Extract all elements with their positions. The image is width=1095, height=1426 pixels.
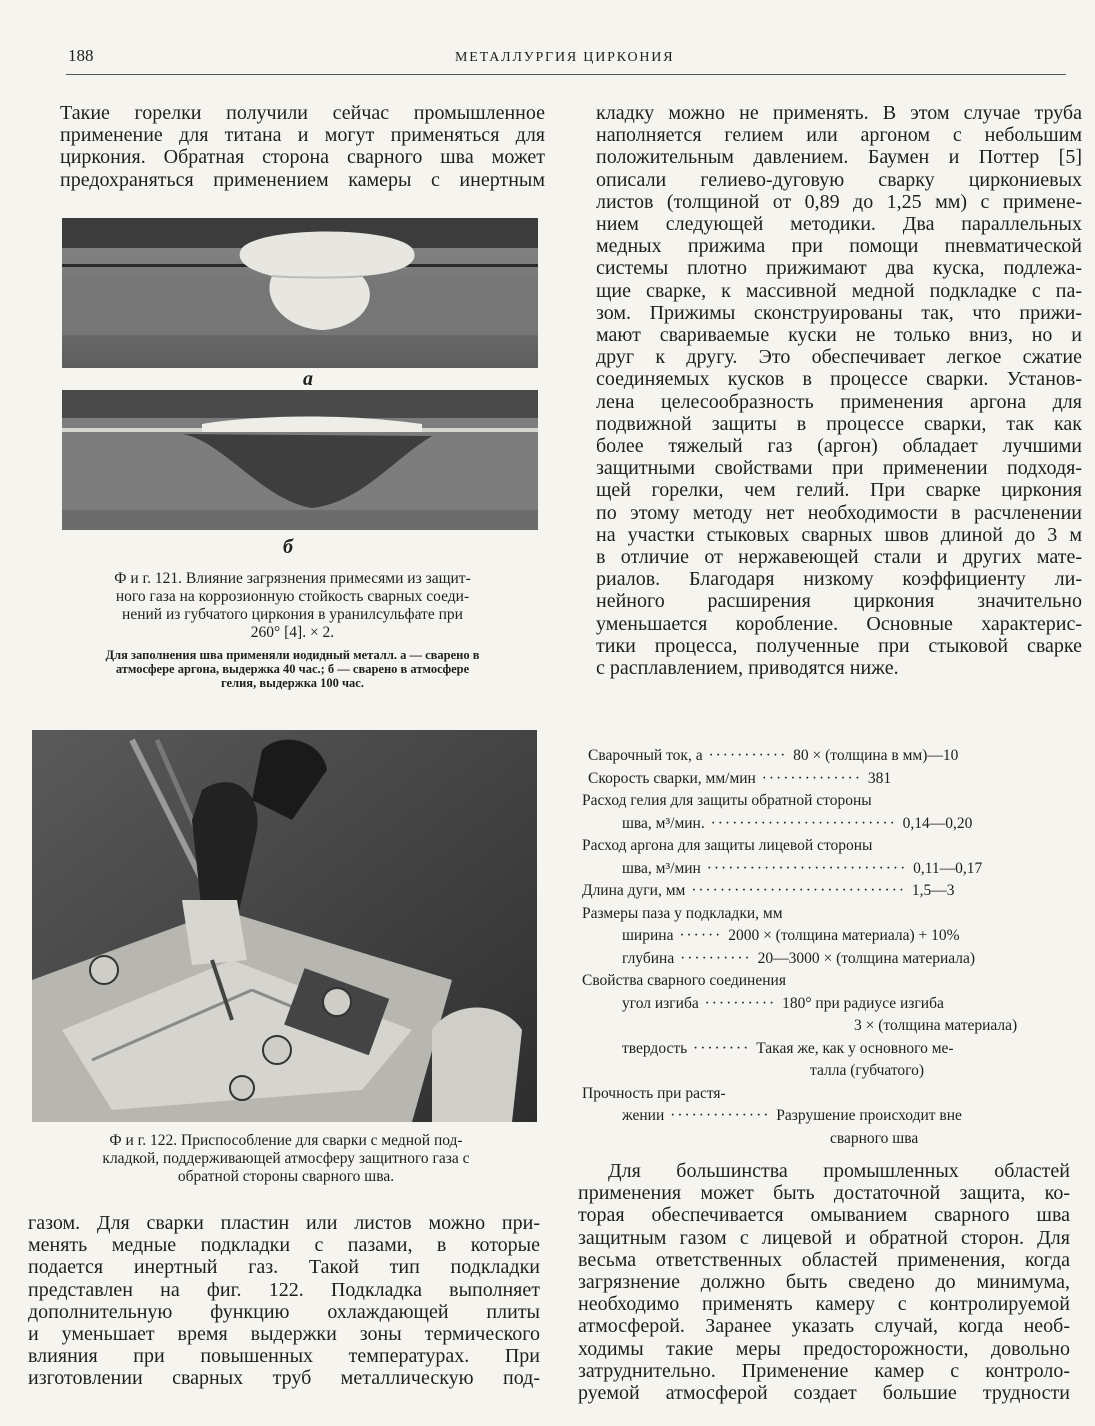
text-line: более тяжелый газ (аргон) обладает лучшими <box>596 435 1082 458</box>
text-line: листов (толщиной от 0,89 до 1,25 мм) с примене- <box>596 190 1082 213</box>
caption-line: Ф и г. 122. Приспособление для сварки с медной под- <box>109 1132 463 1149</box>
table-row: Длина дуги, мм ······························ 1,5—3 <box>582 882 955 899</box>
table-row: шва, м³/мин. ·························· 0,14—0,20 <box>622 814 973 832</box>
text-line: дополнительную функцию охлаждающей плиты <box>28 1300 540 1323</box>
text-line: наполняется гелием или аргоном с небольшим <box>596 124 1082 147</box>
text-line: с расплавлением, приводятся ниже. <box>596 657 899 680</box>
text-line: в отличие от нержавеющей стали и других мате- <box>596 546 1082 569</box>
table-row: Скорость сварки, мм/мин ·············· 381 <box>588 769 892 787</box>
text-line: ходимы такие меры предосторожности, довольно <box>578 1337 1070 1360</box>
table-row <box>582 1083 1074 1106</box>
table-row <box>582 1060 1074 1083</box>
table-row: твердость ········ Такая же, как у основного ме- <box>622 1039 954 1057</box>
text-line: положительным давлением. Баумен и Поттер [5] <box>596 146 1082 169</box>
table-row <box>582 1128 1074 1151</box>
param-value: 3 × (толщина материала) <box>854 1017 1018 1034</box>
table-row: глубина ·········· 20—3000 × (толщина материала) <box>622 949 976 967</box>
text-line: руемой атмосферой создает большие трудности <box>578 1382 1070 1405</box>
text-line: защитным газом с лицевой и обратной сторон. Для <box>578 1226 1070 1249</box>
table-row <box>582 1015 1074 1038</box>
figure-121-caption <box>40 570 545 642</box>
table-row: угол изгиба ·········· 180° при радиусе изгиба <box>622 994 944 1012</box>
text-line: торая обеспечивается омыванием сварного шва <box>578 1204 1070 1227</box>
param-label: Размеры паза у подкладки, мм <box>582 904 783 922</box>
text-line: медных прижима при помощи пневматической <box>596 235 1082 258</box>
page-number: 188 <box>68 46 94 65</box>
welding-fixture-image <box>32 730 537 1122</box>
text-line: необходимо применять камеру с контролируемой <box>578 1293 1070 1316</box>
running-title: МЕТАЛЛУРГИЯ ЦИРКОНИЯ <box>455 50 675 65</box>
text-line: на участки стыковых сварных швов длиной до 3 м <box>596 523 1082 546</box>
caption-line: ного газа на коррозионную стойкость сварных соеди- <box>115 588 470 605</box>
param-value: талла (губчатого) <box>810 1062 925 1079</box>
figure-122-photo <box>32 730 537 1122</box>
param-label: Прочность при растя- <box>582 1084 726 1102</box>
text-line: менять медные подкладки с пазами, в которые <box>28 1234 540 1257</box>
figure-121b-photo <box>62 390 538 530</box>
table-row <box>582 835 1074 858</box>
text-line: по этому методу нет необходимости в расчленении <box>596 501 1082 524</box>
param-label: Расход гелия для защиты обратной стороны <box>582 792 872 809</box>
param-value: Такая же, как у основного ме- <box>756 1039 954 1057</box>
text-line: щие сварке, к массивной медной подкладке с па- <box>596 279 1082 302</box>
param-label: жении <box>622 1107 665 1124</box>
caption-line: обратной стороны сварного шва. <box>177 1168 395 1185</box>
figure-121a-photo <box>62 218 538 368</box>
text-line: Такие горелки получили сейчас промышленное <box>60 102 545 124</box>
text-line: весьма ответственных областей применения, когда <box>578 1248 1070 1271</box>
table-row <box>582 790 1074 813</box>
param-value: сварного шва <box>830 1129 919 1147</box>
text-line: защитными свойствами при применении подходя- <box>596 457 1082 480</box>
right-bottom-paragraph <box>578 1160 1070 1404</box>
text-line: и уменьшает время выдержки зоны термического <box>28 1323 540 1346</box>
text-line: соединяемых кусков в процессе сварки. Установ- <box>596 368 1082 391</box>
param-value: 0,11—0,17 <box>913 859 983 877</box>
text-line: щей горелки, чем гелий. При сварке циркония <box>596 479 1082 502</box>
welding-parameters-table <box>582 745 1074 1150</box>
param-label: Скорость сварки, мм/мин <box>588 769 756 787</box>
param-label: угол изгиба <box>622 994 699 1012</box>
left-bottom-paragraph <box>28 1212 540 1390</box>
right-top-paragraph <box>596 102 1082 679</box>
text-line: применение для титана и могут применяться для <box>60 124 545 147</box>
text-line: системы плотно прижимают два куска, подлежа- <box>596 257 1082 280</box>
weld-sample-a-image <box>62 218 538 368</box>
figure-122-caption <box>30 1132 542 1186</box>
param-value: 2000 × (толщина материала) + 10% <box>728 927 960 944</box>
param-label: Свойства сварного соединения <box>582 972 786 989</box>
param-label: Сварочный ток, а <box>588 747 703 764</box>
text-line: затруднительно. Применение камер с контроло- <box>578 1359 1070 1382</box>
text-line: представлен на фиг. 122. Подкладка выполняет <box>28 1278 540 1301</box>
text-line: мают свариваемые куски не только вниз, но и <box>596 324 1082 347</box>
text-line: подвижной защиты в процессе сварки, так как <box>596 412 1082 435</box>
text-line: нейного расширения циркония значительно <box>596 590 1082 613</box>
text-line: уменьшается коробление. Основные характерис- <box>596 612 1082 635</box>
text-line: зом. Прижимы сконструированы так, что прижи- <box>596 301 1082 324</box>
figure-label-b: б <box>283 536 293 558</box>
text-line: загрязнение должно быть сведено до минимума, <box>578 1271 1070 1294</box>
param-value: 1,5—3 <box>911 882 955 899</box>
text-line: лена целесообразность применения аргона для <box>596 390 1082 413</box>
text-line: нием следующей методики. Два параллельных <box>596 213 1082 236</box>
param-label: шва, м³/мин <box>622 859 701 877</box>
figure-121-note <box>40 648 545 690</box>
text-line: описали гелиево-дуговую сварку циркониевых <box>596 168 1082 191</box>
note-line: атмосфере аргона, выдержка 40 час.; б — сварено в атмосфере <box>115 662 470 676</box>
text-line: применения может быть достаточной защита, ко- <box>578 1182 1070 1205</box>
param-label: ширина <box>622 927 674 944</box>
text-line: подается инертный газ. Такой тип подкладки <box>28 1256 540 1279</box>
caption-line: нений из губчатого циркония в уранилсульфате при <box>122 606 463 623</box>
note-line: Для заполнения шва применяли иодидный металл. а — сварено в <box>105 648 480 662</box>
weld-sample-b-image <box>62 390 538 530</box>
param-value: 80 × (толщина в мм)—10 <box>793 747 959 764</box>
param-label: Расход аргона для защиты лицевой стороны <box>582 837 873 854</box>
text-line: кладку можно не применять. В этом случае труба <box>596 102 1082 124</box>
header-rule <box>66 74 1066 75</box>
param-value: 0,14—0,20 <box>902 814 973 832</box>
text-line: влияния при повышенных температурах. При <box>28 1345 540 1368</box>
param-value: Разрушение происходит вне <box>776 1107 962 1124</box>
param-value: 20—3000 × (толщина материала) <box>757 949 976 967</box>
param-label: твердость <box>622 1039 688 1057</box>
text-line: атмосферой. Заранее указать случай, когда необ- <box>578 1315 1070 1338</box>
param-label: Длина дуги, мм <box>582 882 686 899</box>
note-line: гелия, выдержка 100 час. <box>221 676 364 690</box>
text-line: друг к другу. Это обеспечивает легкое сжатие <box>596 346 1082 369</box>
text-line: тики процесса, полученные при стыковой сварке <box>596 634 1082 657</box>
text-line: газом. Для сварки пластин или листов можно при- <box>28 1212 540 1234</box>
caption-line: Ф и г. 121. Влияние загрязнения примесями из защит- <box>114 570 471 587</box>
caption-line: 260° [4]. × 2. <box>250 624 335 641</box>
param-label: глубина <box>622 949 675 967</box>
param-value: 180° при радиусе изгиба <box>782 994 944 1012</box>
caption-line: кладкой, поддерживающей атмосферу защитного газа с <box>102 1150 470 1167</box>
text-line: предохраняться применением камеры с инертным <box>60 168 545 191</box>
table-row: Сварочный ток, а ··········· 80 × (толщина в мм)—10 <box>588 747 959 764</box>
table-row: шва, м³/мин ···························· 0,11—0,17 <box>622 859 983 877</box>
table-row <box>582 903 1074 926</box>
left-top-paragraph <box>60 102 545 191</box>
table-row: ширина ······ 2000 × (толщина материала) + 10% <box>622 927 960 944</box>
figure-label-a: а <box>303 368 313 390</box>
table-row <box>582 970 1074 993</box>
text-line: изготовлении сварных труб металлическую под- <box>28 1367 540 1390</box>
table-row: жении ·············· Разрушение происходит вне <box>622 1107 962 1124</box>
param-value: 381 <box>867 769 892 787</box>
text-line: циркония. Обратная сторона сварного шва может <box>60 146 545 169</box>
param-label: шва, м³/мин. <box>622 814 705 832</box>
text-line: Для большинства промышленных областей <box>608 1160 1070 1182</box>
text-line: риалов. Благодаря низкому коэффициенту ли- <box>596 568 1082 591</box>
